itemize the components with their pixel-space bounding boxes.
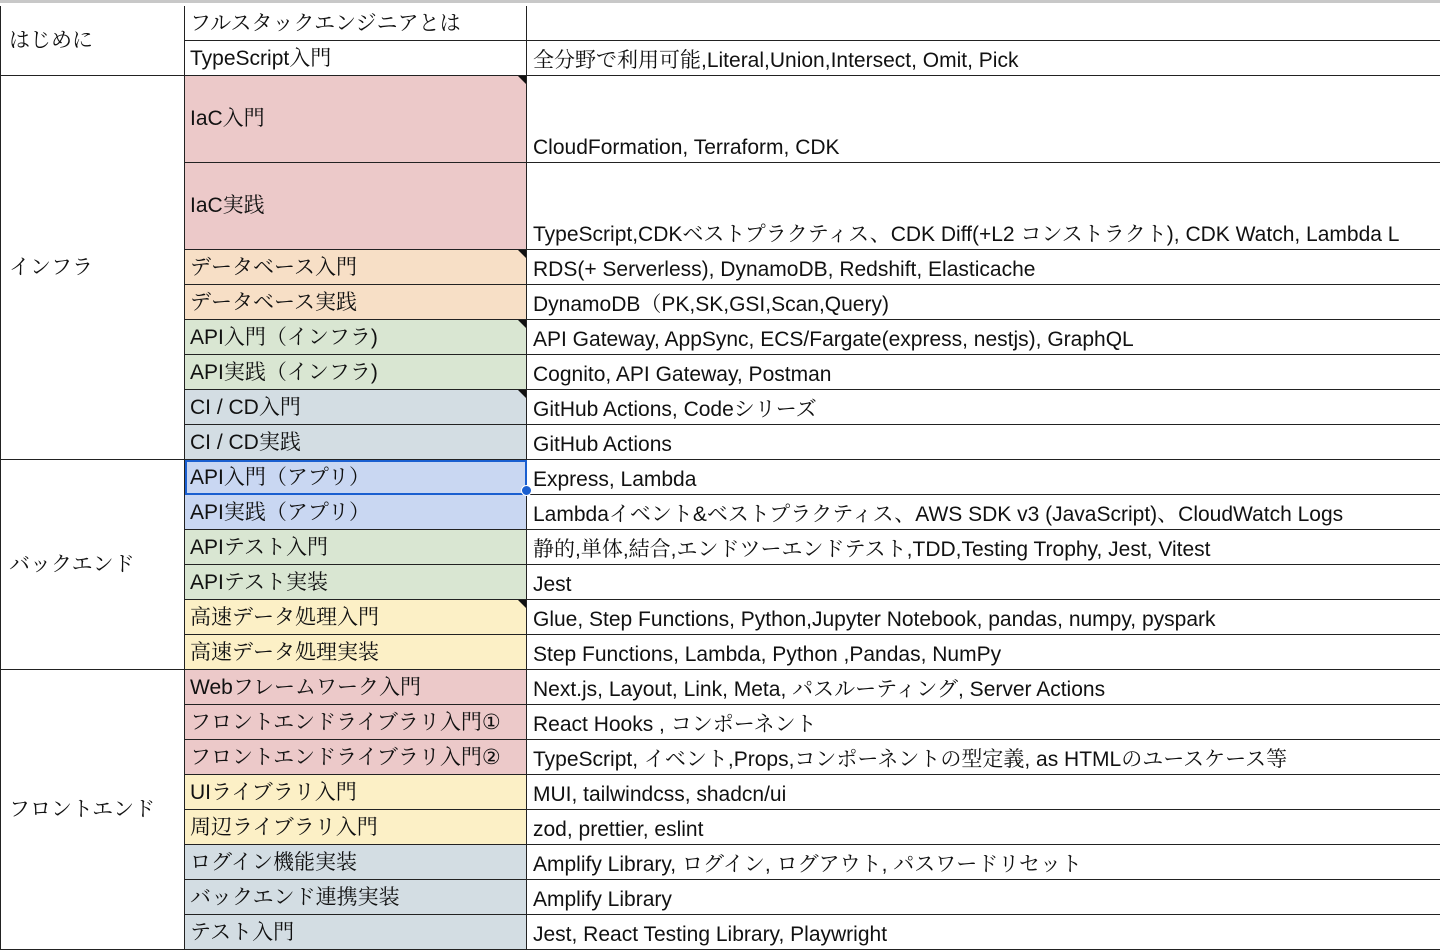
comment-indicator-icon[interactable] [518,600,526,608]
topic-cell[interactable]: IaC実践 [185,163,527,250]
section-label-cell[interactable]: はじめに [0,6,185,76]
topic-cell[interactable]: 周辺ライブラリ入門 [185,810,527,845]
description-cell[interactable]: Next.js, Layout, Link, Meta, パスルーティング, Server Actions [527,670,1440,705]
topic-cell[interactable]: API実践（アプリ） [185,495,527,530]
topic-cell[interactable]: 高速データ処理実装 [185,635,527,670]
topic-cell[interactable]: フロントエンドライブラリ入門② [185,740,527,775]
topic-cell[interactable]: Webフレームワーク入門 [185,670,527,705]
description-cell[interactable]: CloudFormation, Terraform, CDK [527,76,1440,163]
description-cell[interactable]: 全分野で利用可能,Literal,Union,Intersect, Omit, Pick [527,41,1440,76]
description-cell[interactable]: Express, Lambda [527,460,1440,495]
topic-cell[interactable]: API入門（アプリ） [185,460,527,495]
description-cell[interactable]: Jest, React Testing Library, Playwright [527,915,1440,950]
topic-cell[interactable]: API実践（インフラ) [185,355,527,390]
description-cell[interactable]: Amplify Library, ログイン, ログアウト, パスワードリセット [527,845,1440,880]
selection-fill-handle[interactable] [521,485,532,496]
topic-cell[interactable]: フロントエンドライブラリ入門① [185,705,527,740]
topic-cell[interactable]: CI / CD入門 [185,390,527,425]
description-cell[interactable]: GitHub Actions [527,425,1440,460]
comment-indicator-icon[interactable] [518,250,526,258]
comment-indicator-icon[interactable] [518,76,526,84]
description-cell[interactable]: TypeScript, イベント,Props,コンポーネントの型定義, as HTMLのユースケース等 [527,740,1440,775]
description-cell[interactable]: zod, prettier, eslint [527,810,1440,845]
section-label-cell[interactable]: バックエンド [0,460,185,670]
topic-cell[interactable]: データベース入門 [185,250,527,285]
topic-cell[interactable]: IaC入門 [185,76,527,163]
section-label-cell[interactable]: フロントエンド [0,670,185,950]
description-cell[interactable]: Step Functions, Lambda, Python ,Pandas, NumPy [527,635,1440,670]
description-cell[interactable]: Jest [527,565,1440,600]
topic-cell[interactable]: APIテスト実装 [185,565,527,600]
description-cell[interactable]: Lambdaイベント&ベストプラクティス、AWS SDK v3 (JavaScript)、CloudWatch Logs [527,495,1440,530]
topic-cell[interactable]: 高速データ処理入門 [185,600,527,635]
topic-cell[interactable]: バックエンド連携実装 [185,880,527,915]
topic-cell[interactable]: CI / CD実践 [185,425,527,460]
topic-cell[interactable]: UIライブラリ入門 [185,775,527,810]
comment-indicator-icon[interactable] [518,320,526,328]
topic-cell[interactable]: テスト入門 [185,915,527,950]
topic-cell[interactable]: API入門（インフラ) [185,320,527,355]
description-cell[interactable]: API Gateway, AppSync, ECS/Fargate(express, nestjs), GraphQL [527,320,1440,355]
description-cell[interactable]: RDS(+ Serverless), DynamoDB, Redshift, Elasticache [527,250,1440,285]
topic-cell[interactable]: APIテスト入門 [185,530,527,565]
description-cell[interactable]: 静的,単体,結合,エンドツーエンドテスト,TDD,Testing Trophy, Jest, Vitest [527,530,1440,565]
description-cell[interactable]: React Hooks , コンポーネント [527,705,1440,740]
description-cell[interactable]: TypeScript,CDKベストプラクティス、CDK Diff(+L2 コンストラクト), CDK Watch, Lambda L [527,163,1440,250]
comment-indicator-icon[interactable] [518,390,526,398]
topic-cell[interactable]: ログイン機能実装 [185,845,527,880]
description-cell[interactable]: Cognito, API Gateway, Postman [527,355,1440,390]
description-cell[interactable] [527,6,1440,41]
section-label-cell[interactable]: インフラ [0,76,185,460]
topic-cell[interactable]: フルスタックエンジニアとは [185,6,527,41]
description-cell[interactable]: GitHub Actions, Codeシリーズ [527,390,1440,425]
description-cell[interactable]: DynamoDB（PK,SK,GSI,Scan,Query) [527,285,1440,320]
description-cell[interactable]: MUI, tailwindcss, shadcn/ui [527,775,1440,810]
topic-cell[interactable]: データベース実践 [185,285,527,320]
description-cell[interactable]: Glue, Step Functions, Python,Jupyter Notebook, pandas, numpy, pyspark [527,600,1440,635]
description-cell[interactable]: Amplify Library [527,880,1440,915]
topic-cell[interactable]: TypeScript入門 [185,41,527,76]
